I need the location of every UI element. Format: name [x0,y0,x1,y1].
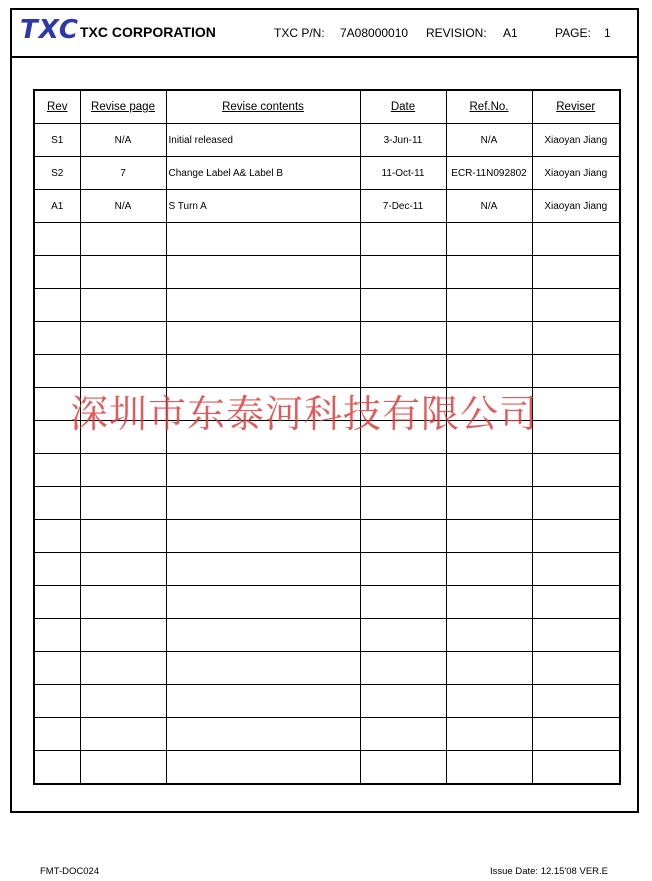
empty-cell [532,256,620,289]
empty-cell [446,553,532,586]
empty-cell [532,289,620,322]
empty-cell [80,322,166,355]
empty-cell [446,586,532,619]
empty-table-row [34,619,620,652]
empty-cell [34,619,80,652]
empty-cell [80,223,166,256]
empty-cell [532,718,620,751]
empty-cell [446,487,532,520]
empty-cell [80,454,166,487]
cell-revise-page: N/A [80,190,166,223]
empty-cell [360,751,446,785]
empty-cell [34,355,80,388]
empty-cell [532,652,620,685]
column-header-revise-page: Revise page [80,90,166,124]
column-header-reviser: Reviser [532,90,620,124]
empty-cell [446,256,532,289]
empty-cell [166,520,360,553]
empty-cell [34,685,80,718]
txc-logo: TXC [20,15,79,45]
empty-cell [360,322,446,355]
cell-reviser: Xiaoyan Jiang [532,190,620,223]
empty-table-row [34,487,620,520]
part-number-label: TXC P/N: [274,26,325,40]
empty-cell [360,520,446,553]
document-header [10,8,639,58]
empty-cell [166,322,360,355]
empty-cell [80,685,166,718]
empty-cell [166,652,360,685]
empty-cell [34,322,80,355]
empty-cell [166,718,360,751]
table-row [34,157,620,190]
empty-cell [166,223,360,256]
empty-cell [166,751,360,785]
empty-cell [34,718,80,751]
empty-cell [532,586,620,619]
empty-cell [532,322,620,355]
cell-revise-contents: Change Label A& Label B [166,157,360,190]
cell-revise-contents: S Turn A [166,190,360,223]
empty-cell [80,289,166,322]
form-code: FMT-DOC024 [40,866,100,877]
empty-cell [446,619,532,652]
empty-cell [34,223,80,256]
empty-table-row [34,751,620,785]
empty-cell [360,454,446,487]
empty-cell [446,652,532,685]
company-watermark: 深圳市东泰河科技有限公司 [70,392,539,436]
empty-cell [80,586,166,619]
company-name: TXC CORPORATION [80,24,216,40]
empty-cell [446,520,532,553]
table-header-row [34,90,620,124]
empty-cell [360,619,446,652]
cell-ref-no: N/A [446,124,532,157]
empty-cell [532,487,620,520]
cell-reviser: Xiaoyan Jiang [532,157,620,190]
empty-cell [360,289,446,322]
empty-cell [532,685,620,718]
empty-cell [166,454,360,487]
issue-date: Issue Date: 12.15'08 VER.E [490,866,608,877]
empty-cell [446,223,532,256]
empty-table-row [34,652,620,685]
empty-cell [360,718,446,751]
empty-cell [34,520,80,553]
empty-cell [34,454,80,487]
empty-cell [360,553,446,586]
empty-cell [166,289,360,322]
empty-table-row [34,355,620,388]
cell-rev: S2 [34,157,80,190]
revision-history-table [33,89,621,785]
empty-cell [80,619,166,652]
empty-table-row [34,553,620,586]
empty-cell [34,289,80,322]
table-row [34,190,620,223]
cell-ref-no: ECR-11N092802 [446,157,532,190]
column-header-ref-no: Ref.No. [446,90,532,124]
empty-cell [532,520,620,553]
cell-revise-page: 7 [80,157,166,190]
empty-cell [446,355,532,388]
empty-cell [34,586,80,619]
empty-cell [360,487,446,520]
empty-cell [360,685,446,718]
empty-table-row [34,685,620,718]
empty-cell [80,256,166,289]
empty-cell [80,355,166,388]
empty-cell [80,487,166,520]
revision-label: REVISION: [426,26,487,40]
empty-cell [446,454,532,487]
page-label: PAGE: [555,26,591,40]
empty-table-row [34,520,620,553]
empty-cell [360,256,446,289]
empty-cell [532,454,620,487]
cell-rev: A1 [34,190,80,223]
empty-cell [532,355,620,388]
empty-cell [166,256,360,289]
empty-cell [166,619,360,652]
empty-cell [34,487,80,520]
empty-cell [34,256,80,289]
cell-ref-no: N/A [446,190,532,223]
empty-cell [446,718,532,751]
empty-table-row [34,322,620,355]
empty-cell [532,619,620,652]
empty-cell [446,751,532,785]
cell-revise-contents: Initial released [166,124,360,157]
empty-table-row [34,223,620,256]
empty-cell [360,355,446,388]
empty-cell [360,223,446,256]
empty-cell [446,685,532,718]
page-number: 1 [604,26,611,40]
cell-date: 3-Jun-11 [360,124,446,157]
column-header-date: Date [360,90,446,124]
empty-cell [80,553,166,586]
empty-table-row [34,289,620,322]
empty-cell [34,652,80,685]
empty-cell [80,652,166,685]
empty-cell [166,586,360,619]
empty-cell [446,322,532,355]
column-header-revise-contents: Revise contents [166,90,360,124]
empty-cell [360,652,446,685]
empty-cell [34,553,80,586]
empty-cell [532,223,620,256]
empty-table-row [34,718,620,751]
cell-date: 11-Oct-11 [360,157,446,190]
empty-cell [80,520,166,553]
empty-cell [80,751,166,785]
empty-cell [166,685,360,718]
empty-cell [166,553,360,586]
table-body [34,124,620,785]
column-header-rev: Rev [34,90,80,124]
empty-cell [532,553,620,586]
revision-value: A1 [503,26,518,40]
empty-cell [166,355,360,388]
empty-cell [360,586,446,619]
cell-revise-page: N/A [80,124,166,157]
part-number-value: 7A08000010 [340,26,409,40]
empty-table-row [34,586,620,619]
empty-cell [166,487,360,520]
empty-cell [80,718,166,751]
table-row [34,124,620,157]
cell-reviser: Xiaoyan Jiang [532,124,620,157]
cell-date: 7-Dec-11 [360,190,446,223]
empty-cell [532,751,620,785]
cell-rev: S1 [34,124,80,157]
empty-cell [34,751,80,785]
empty-table-row [34,256,620,289]
empty-cell [446,289,532,322]
empty-table-row [34,454,620,487]
